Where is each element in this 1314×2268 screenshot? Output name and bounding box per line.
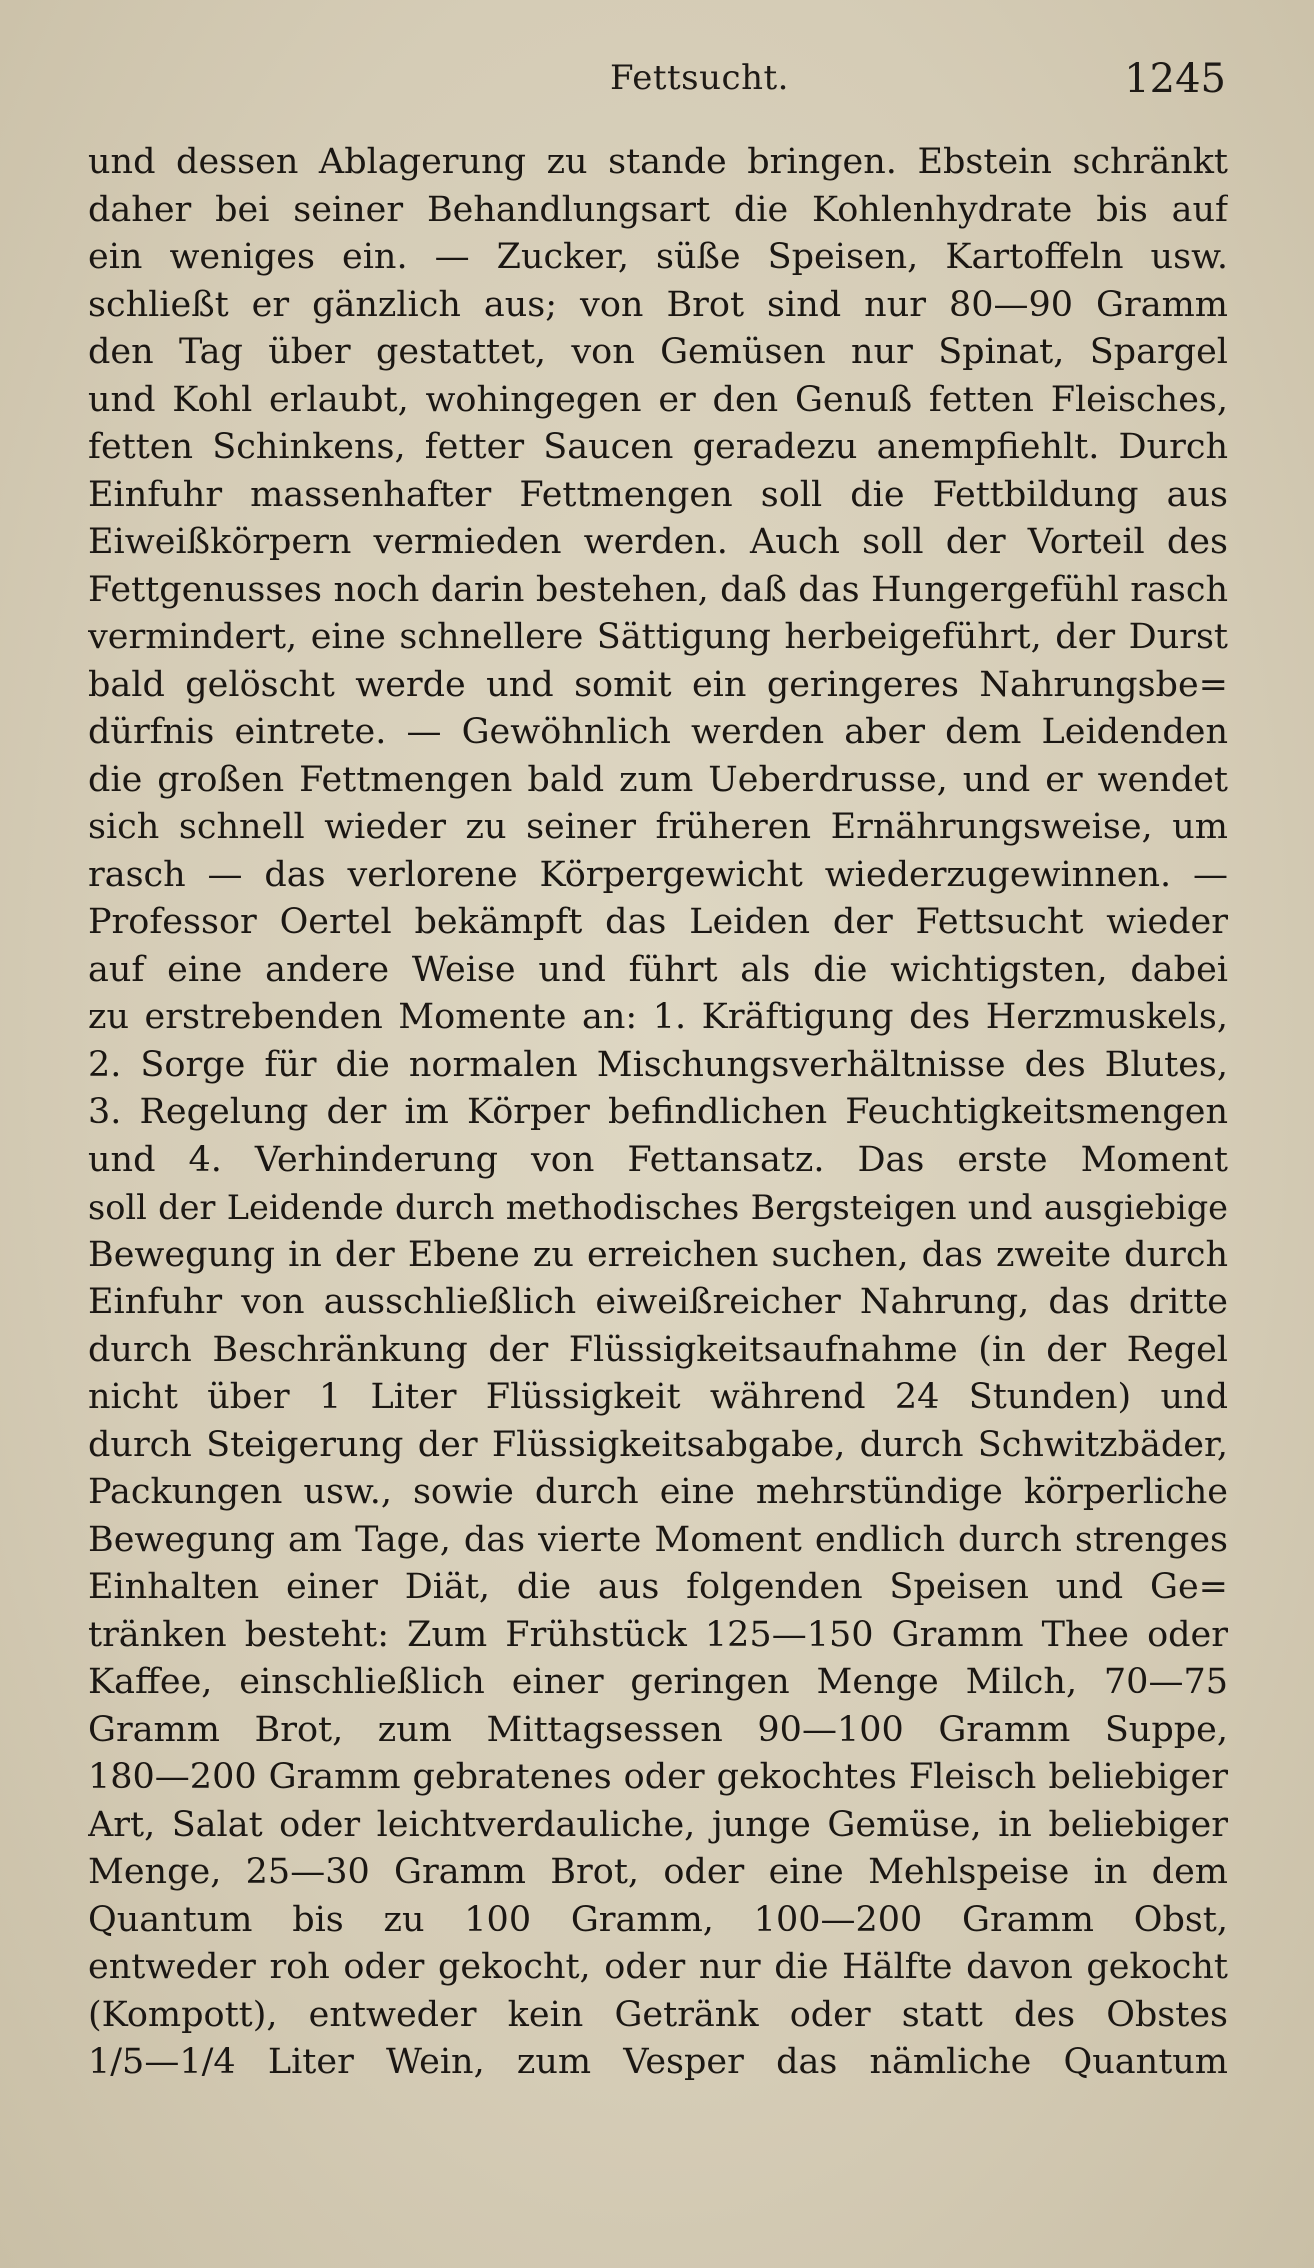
text-line: 180—200 Gramm gebratenes oder gekochtes Fleisch beliebiger [88,1757,1228,1797]
text-line: Bewegung in der Ebene zu erreichen suchen, das zweite durch [88,1234,1228,1275]
text-line: Bewegung am Tage, das vierte Moment endlich durch strenges [88,1519,1228,1560]
text-line: Fettgenusses noch darin bestehen, daß das Hungergefühl rasch [88,569,1228,610]
text-line: nicht über 1 Liter Flüssigkeit während 24 Stunden) und [88,1377,1228,1417]
text-line: den Tag über gestattet, von Gemüsen nur Spinat, Spargel [88,332,1228,372]
text-line: rasch — das verlorene Körpergewicht wiederzugewinnen. — [88,854,1228,895]
page-number: 1245 [1124,56,1226,102]
text-line: (Kompott), entweder kein Getränk oder statt des Obstes [88,1994,1228,2035]
text-line: schließt er gänzlich aus; von Brot sind nur 80—90 Gramm [88,284,1228,325]
text-line: auf eine andere Weise und führt als die wichtigsten, dabei [88,949,1228,990]
text-line: entweder roh oder gekocht, oder nur die Hälfte davon gekocht [88,1947,1228,1987]
text-line: Packungen usw., sowie durch eine mehrstündige körperliche [88,1472,1228,1512]
text-line: bald gelöscht werde und somit ein geringeres Nahrungsbe= [88,664,1228,705]
running-head: Fettsucht. [610,58,789,98]
text-line: Professor Oertel bekämpft das Leiden der Fettsucht wieder [88,902,1228,942]
page-header [0,52,1314,112]
text-line: Einfuhr massenhafter Fettmengen soll die Fettbildung aus [88,474,1228,515]
text-line: durch Steigerung der Flüssigkeitsabgabe, durch Schwitzbäder, [88,1424,1228,1465]
body-text [88,139,1228,2087]
text-line: Einfuhr von ausschließlich eiweißreicher Nahrung, das dritte [88,1282,1228,1322]
text-line: sich schnell wieder zu seiner früheren Ernährungsweise, um [88,807,1228,847]
text-line: Quantum bis zu 100 Gramm, 100—200 Gramm Obst, [88,1899,1228,1940]
text-line: 3. Regelung der im Körper befindlichen Feuchtigkeitsmengen [88,1092,1228,1132]
text-line: 1/5—1/4 Liter Wein, zum Vesper das nämliche Quantum [88,2042,1228,2082]
text-line: dürfnis eintrete. — Gewöhnlich werden aber dem Leidenden [88,712,1228,752]
text-line: die großen Fettmengen bald zum Ueberdrusse, und er wendet [88,759,1228,800]
text-line: und Kohl erlaubt, wohingegen er den Genuß fetten Fleisches, [88,379,1228,420]
text-line: durch Beschränkung der Flüssigkeitsaufnahme (in der Regel [88,1329,1228,1370]
text-line: Menge, 25—30 Gramm Brot, oder eine Mehlspeise in dem [88,1852,1228,1892]
text-line: Kaffee, einschließlich einer geringen Menge Milch, 70—75 [88,1662,1228,1702]
text-line: Gramm Brot, zum Mittagsessen 90—100 Gramm Suppe, [88,1709,1228,1750]
text-line: 2. Sorge für die normalen Mischungsverhältnisse des Blutes, [88,1044,1228,1085]
text-line: Art, Salat oder leichtverdauliche, junge Gemüse, in beliebiger [88,1804,1228,1845]
text-line: zu erstrebenden Momente an: 1. Kräftigung des Herzmuskels, [88,997,1228,1037]
text-line: fetten Schinkens, fetter Saucen geradezu anempfiehlt. Durch [88,427,1228,467]
text-line: daher bei seiner Behandlungsart die Kohlenhydrate bis auf [88,189,1228,230]
text-line: soll der Leidende durch methodisches Bergsteigen und ausgiebige [88,1188,1228,1227]
text-line: tränken besteht: Zum Frühstück 125—150 Gramm Thee oder [88,1614,1228,1655]
text-line: Eiweißkörpern vermieden werden. Auch soll der Vorteil des [88,522,1228,562]
text-line: und dessen Ablagerung zu stande bringen. Ebstein schränkt [88,142,1228,182]
text-line: vermindert, eine schnellere Sättigung herbeigeführt, der Durst [88,617,1228,657]
text-line: Einhalten einer Diät, die aus folgenden Speisen und Ge= [88,1567,1228,1607]
text-line: ein weniges ein. — Zucker, süße Speisen, Kartoffeln usw. [88,237,1228,277]
text-line: und 4. Verhinderung von Fettansatz. Das erste Moment [88,1139,1228,1180]
